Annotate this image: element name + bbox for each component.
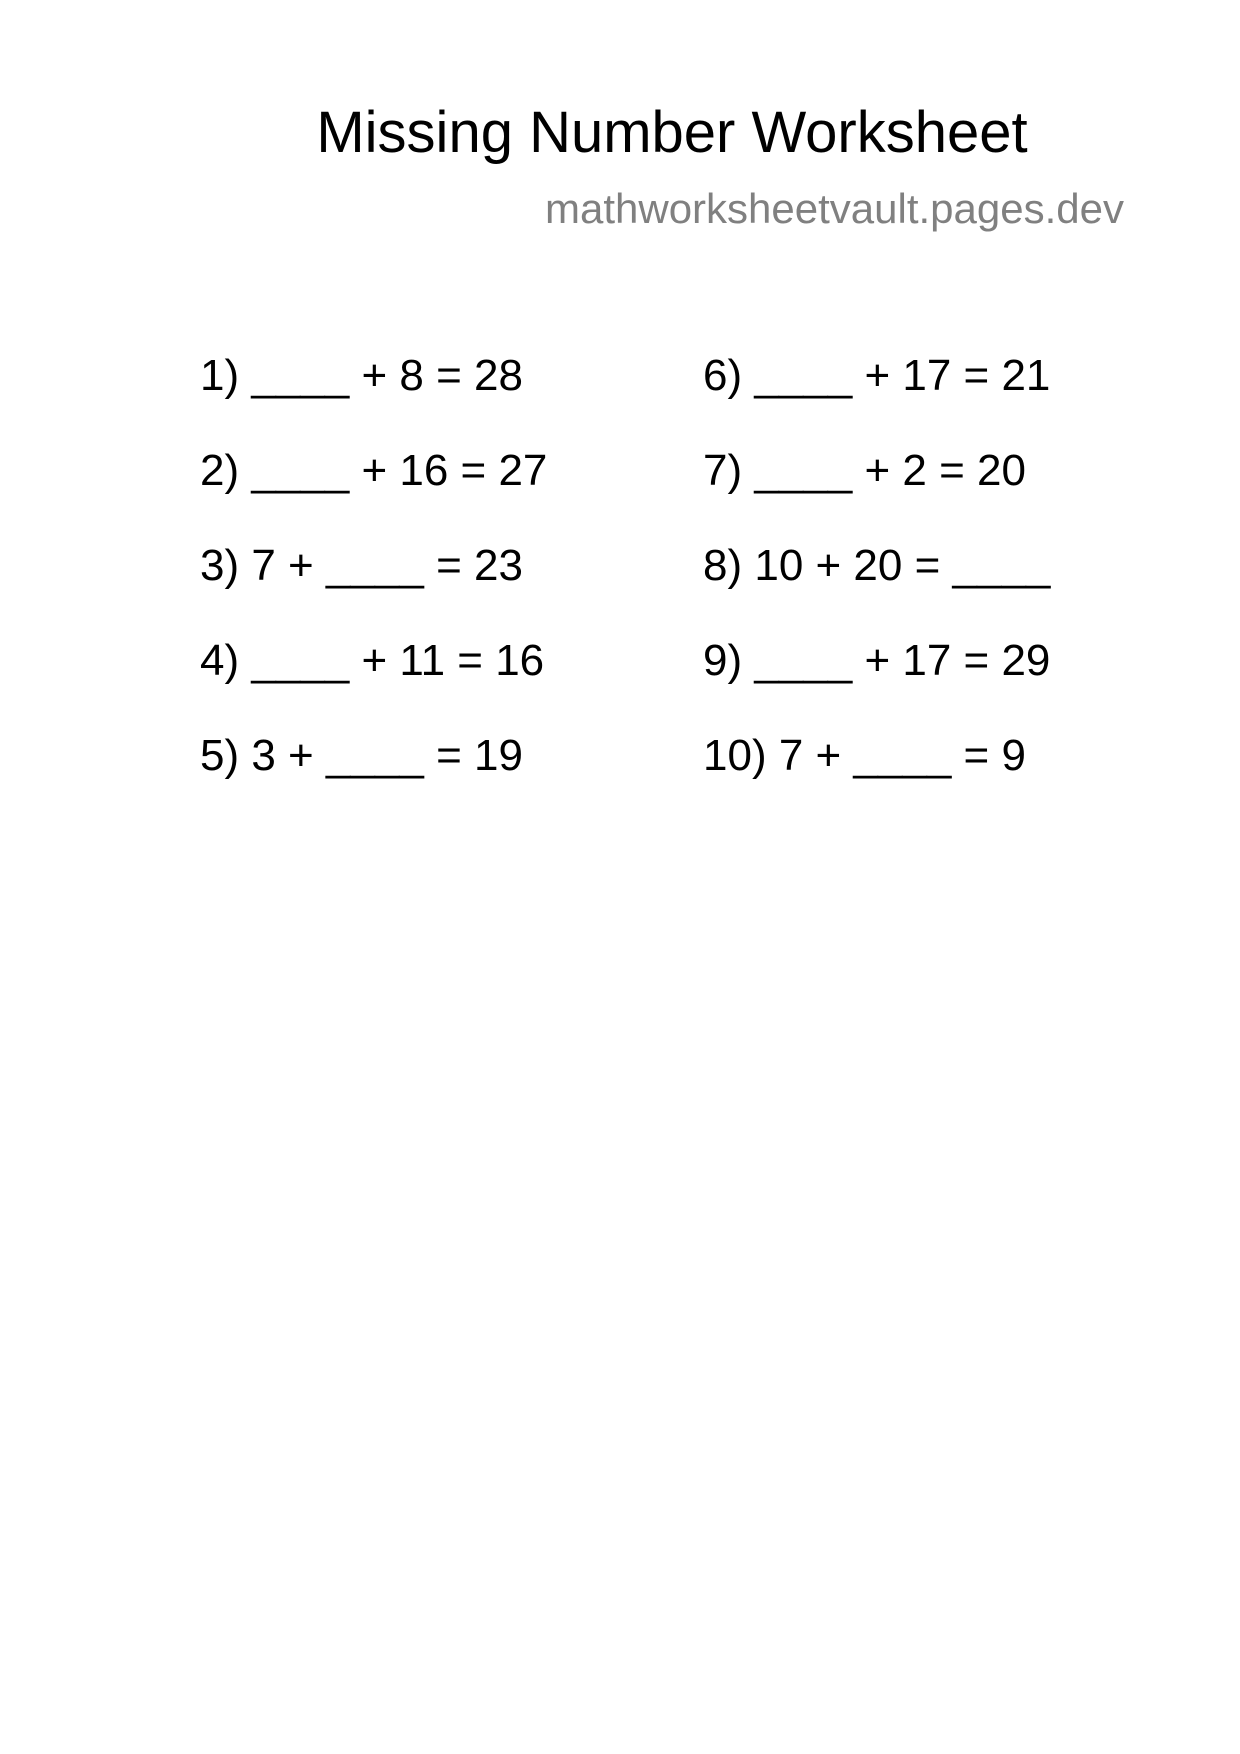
problem-4: 4) ____ + 11 = 16 <box>200 636 545 685</box>
problem-5: 5) 3 + ____ = 19 <box>200 731 523 780</box>
problem-7: 7) ____ + 2 = 20 <box>703 446 1026 495</box>
problem-3: 3) 7 + ____ = 23 <box>200 541 523 590</box>
problem-2: 2) ____ + 16 = 27 <box>200 446 548 495</box>
problem-column-right <box>703 350 1050 825</box>
problem-column-left <box>200 350 547 825</box>
source-url: mathworksheetvault.pages.dev <box>545 185 1124 232</box>
problem-10: 10) 7 + ____ = 9 <box>703 731 1026 780</box>
problem-8: 8) 10 + 20 = ____ <box>703 541 1051 590</box>
problem-9: 9) ____ + 17 = 29 <box>703 636 1051 685</box>
problem-1: 1) ____ + 8 = 28 <box>200 351 523 400</box>
worksheet-title: Missing Number Worksheet <box>316 100 1028 165</box>
problem-6: 6) ____ + 17 = 21 <box>703 351 1051 400</box>
